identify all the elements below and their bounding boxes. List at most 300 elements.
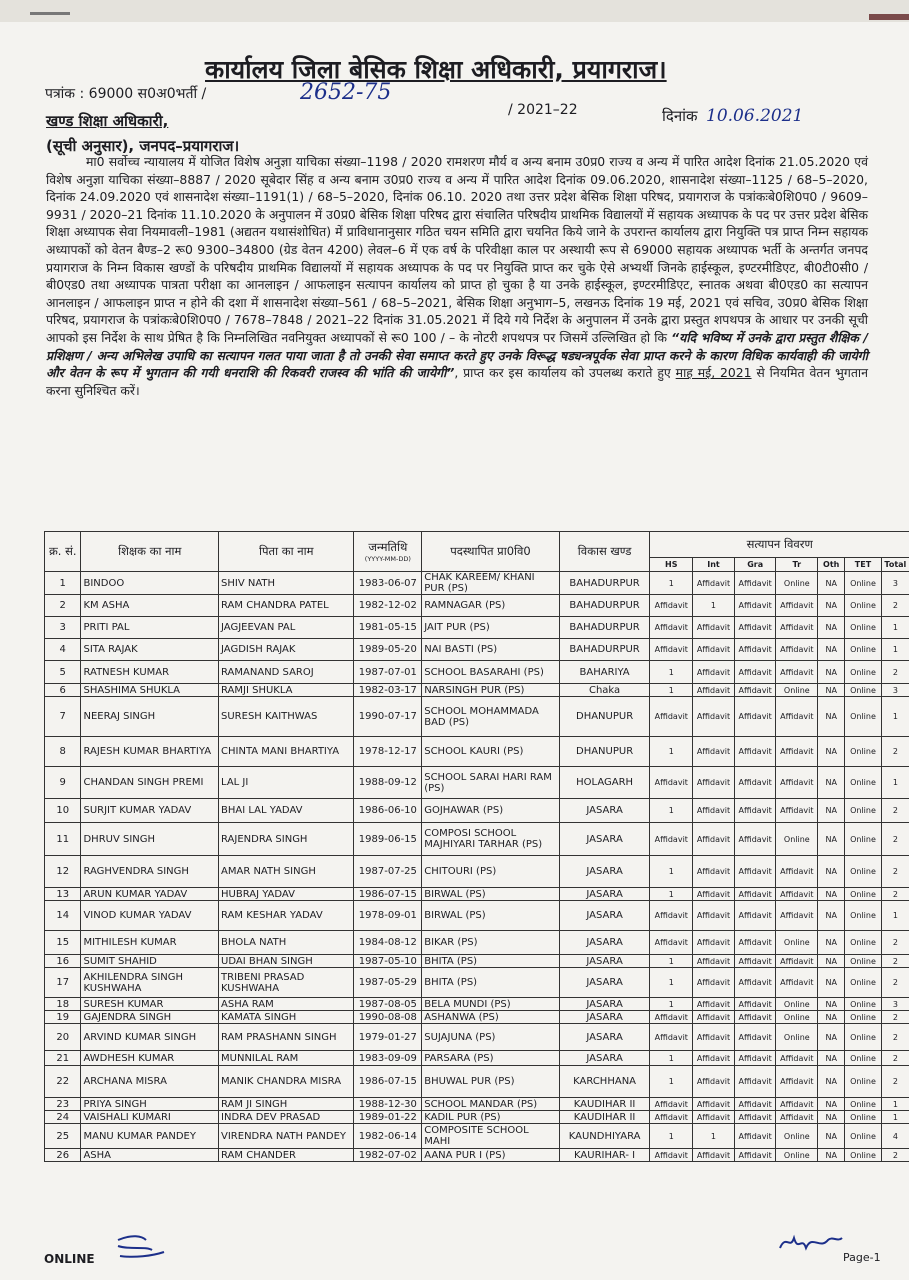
table-row xyxy=(45,572,909,595)
gra-status: Affidavit xyxy=(734,998,776,1011)
school: BELA MUNDI (PS) xyxy=(422,998,560,1011)
total: 1 xyxy=(881,617,909,639)
oth-status: NA xyxy=(818,639,845,661)
total: 2 xyxy=(881,737,909,767)
int-status: Affidavit xyxy=(693,1066,735,1098)
int-status: Affidavit xyxy=(693,697,735,737)
int-status: Affidavit xyxy=(693,888,735,901)
school: RAMNAGAR (PS) xyxy=(422,595,560,617)
total: 2 xyxy=(881,931,909,955)
father-name: SHIV NATH xyxy=(219,572,354,595)
row-number: 24 xyxy=(45,1111,81,1124)
dob: 1987-08-05 xyxy=(354,998,422,1011)
gra-status: Affidavit xyxy=(734,697,776,737)
tr-status: Affidavit xyxy=(776,617,818,639)
body-text-2: , प्राप्त कर इस कार्यालय को उपलब्ध कराते हुए xyxy=(454,365,671,381)
teacher-name: PRITI PAL xyxy=(81,617,219,639)
gra-status: Affidavit xyxy=(734,888,776,901)
school: AANA PUR I (PS) xyxy=(422,1149,560,1162)
hs-status: Affidavit xyxy=(650,639,693,661)
header-verification: सत्यापन विवरण xyxy=(650,532,909,558)
block: BAHADURPUR xyxy=(559,617,650,639)
school: CHAK KAREEM/ KHANI PUR (PS) xyxy=(422,572,560,595)
row-number: 2 xyxy=(45,595,81,617)
tet-status: Online xyxy=(845,595,881,617)
int-status: Affidavit xyxy=(693,1011,735,1024)
handwritten-date: 10.06.2021 xyxy=(706,106,804,126)
row-number: 8 xyxy=(45,737,81,767)
tet-status: Online xyxy=(845,639,881,661)
father-name: RAMANAND SAROJ xyxy=(219,661,354,684)
letter-year: / 2021–22 xyxy=(508,102,578,118)
total: 2 xyxy=(881,1051,909,1066)
gra-status: Affidavit xyxy=(734,1111,776,1124)
block: KARCHHANA xyxy=(559,1066,650,1098)
teacher-name: AWDHESH KUMAR xyxy=(81,1051,219,1066)
block: BAHARIYA xyxy=(559,661,650,684)
table-row xyxy=(45,901,909,931)
hs-status: 1 xyxy=(650,968,693,998)
oth-status: NA xyxy=(818,955,845,968)
int-status: Affidavit xyxy=(693,1149,735,1162)
block: JASARA xyxy=(559,931,650,955)
gra-status: Affidavit xyxy=(734,767,776,799)
oth-status: NA xyxy=(818,823,845,856)
table-row xyxy=(45,823,909,856)
school: CHITOURI (PS) xyxy=(422,856,560,888)
tet-status: Online xyxy=(845,1111,881,1124)
int-status: Affidavit xyxy=(693,617,735,639)
row-number: 16 xyxy=(45,955,81,968)
header-sno: क्र. सं. xyxy=(45,532,81,572)
teacher-name: SHASHIMA SHUKLA xyxy=(81,684,219,697)
table-row xyxy=(45,1098,909,1111)
father-name: AMAR NATH SINGH xyxy=(219,856,354,888)
total: 2 xyxy=(881,661,909,684)
tet-status: Online xyxy=(845,737,881,767)
table-row xyxy=(45,1011,909,1024)
table-row xyxy=(45,888,909,901)
dob: 1979-01-27 xyxy=(354,1024,422,1051)
father-name: LAL JI xyxy=(219,767,354,799)
table-row xyxy=(45,1149,909,1162)
int-status: Affidavit xyxy=(693,1024,735,1051)
gra-status: Affidavit xyxy=(734,1051,776,1066)
tr-status: Affidavit xyxy=(776,856,818,888)
gra-status: Affidavit xyxy=(734,1011,776,1024)
teacher-name: ARUN KUMAR YADAV xyxy=(81,888,219,901)
row-number: 5 xyxy=(45,661,81,684)
gra-status: Affidavit xyxy=(734,1098,776,1111)
int-status: Affidavit xyxy=(693,1051,735,1066)
teacher-name: ARCHANA MISRA xyxy=(81,1066,219,1098)
hs-status: Affidavit xyxy=(650,823,693,856)
tet-status: Online xyxy=(845,1098,881,1111)
father-name: RAM CHANDER xyxy=(219,1149,354,1162)
total: 4 xyxy=(881,1124,909,1149)
block: KAUNDHIYARA xyxy=(559,1124,650,1149)
father-name: JAGJEEVAN PAL xyxy=(219,617,354,639)
school: NAI BASTI (PS) xyxy=(422,639,560,661)
row-number: 25 xyxy=(45,1124,81,1149)
hs-status: Affidavit xyxy=(650,697,693,737)
teacher-name: VAISHALI KUMARI xyxy=(81,1111,219,1124)
table-row xyxy=(45,767,909,799)
header-hs: HS xyxy=(650,558,693,572)
school: SUJAJUNA (PS) xyxy=(422,1024,560,1051)
teacher-name: SURJIT KUMAR YADAV xyxy=(81,799,219,823)
table-row xyxy=(45,1024,909,1051)
oth-status: NA xyxy=(818,1149,845,1162)
header-tet: TET xyxy=(845,558,881,572)
row-number: 10 xyxy=(45,799,81,823)
dob: 1989-05-20 xyxy=(354,639,422,661)
total: 2 xyxy=(881,955,909,968)
hs-status: 1 xyxy=(650,737,693,767)
gra-status: Affidavit xyxy=(734,968,776,998)
row-number: 7 xyxy=(45,697,81,737)
dinank-label: दिनांक xyxy=(662,107,698,125)
father-name: RAM PRASHANN SINGH xyxy=(219,1024,354,1051)
gra-status: Affidavit xyxy=(734,684,776,697)
addressee-line1: खण्ड शिक्षा अधिकारी, xyxy=(46,112,169,130)
gra-status: Affidavit xyxy=(734,639,776,661)
gra-status: Affidavit xyxy=(734,572,776,595)
tr-status: Affidavit xyxy=(776,799,818,823)
father-name: KAMATA SINGH xyxy=(219,1011,354,1024)
gra-status: Affidavit xyxy=(734,661,776,684)
father-name: INDRA DEV PRASAD xyxy=(219,1111,354,1124)
father-name: JAGDISH RAJAK xyxy=(219,639,354,661)
header-dob-label: जन्मतिथि xyxy=(368,540,408,554)
header-oth: Oth xyxy=(818,558,845,572)
total: 3 xyxy=(881,684,909,697)
oth-status: NA xyxy=(818,684,845,697)
tr-status: Affidavit xyxy=(776,697,818,737)
tet-status: Online xyxy=(845,823,881,856)
dob: 1983-06-07 xyxy=(354,572,422,595)
teacher-name: SUMIT SHAHID xyxy=(81,955,219,968)
father-name: SURESH KAITHWAS xyxy=(219,697,354,737)
row-number: 18 xyxy=(45,998,81,1011)
block: JASARA xyxy=(559,799,650,823)
addressee-line2: (सूची अनुसार), जनपद–प्रयागराज। xyxy=(46,137,240,155)
dob: 1982-12-02 xyxy=(354,595,422,617)
body-quote: “यदि भविष्य में उनके द्वारा प्रस्तुत शैक्षिक / प्रशिक्षण / अन्य अभिलेख उपाधि का सत्यापन गलत पाया जाता है तो उनकी सेवा समाप्त करते हुए उनके विरूद्ध षड्यन्त्रपूर्वक सेवा प्राप्त करने के कारण विधिक कार्यवाही की जायेगी और वेतन के रूप में भुगतान की गयी धनराशि की रिकवरी राजस्व की भांति की जायेगी” xyxy=(46,329,868,381)
hs-status: 1 xyxy=(650,684,693,697)
teacher-name: RAGHVENDRA SINGH xyxy=(81,856,219,888)
oth-status: NA xyxy=(818,697,845,737)
int-status: Affidavit xyxy=(693,955,735,968)
total: 1 xyxy=(881,901,909,931)
int-status: Affidavit xyxy=(693,1111,735,1124)
dob: 1982-07-02 xyxy=(354,1149,422,1162)
hs-status: Affidavit xyxy=(650,1011,693,1024)
total: 2 xyxy=(881,856,909,888)
block: JASARA xyxy=(559,1024,650,1051)
block: HOLAGARH xyxy=(559,767,650,799)
header-int: Int xyxy=(693,558,735,572)
tet-status: Online xyxy=(845,955,881,968)
table-row xyxy=(45,1066,909,1098)
oth-status: NA xyxy=(818,931,845,955)
tr-status: Online xyxy=(776,684,818,697)
tet-status: Online xyxy=(845,901,881,931)
hs-status: Affidavit xyxy=(650,931,693,955)
header-dob xyxy=(354,532,422,572)
school: BIRWAL (PS) xyxy=(422,888,560,901)
school: ASHANWA (PS) xyxy=(422,1011,560,1024)
int-status: Affidavit xyxy=(693,856,735,888)
teacher-name: RAJESH KUMAR BHARTIYA xyxy=(81,737,219,767)
teacher-name: SURESH KUMAR xyxy=(81,998,219,1011)
table-row xyxy=(45,684,909,697)
int-status: Affidavit xyxy=(693,799,735,823)
hs-status: Affidavit xyxy=(650,617,693,639)
header-gra: Gra xyxy=(734,558,776,572)
dob: 1987-07-25 xyxy=(354,856,422,888)
dob: 1986-06-10 xyxy=(354,799,422,823)
hs-status: 1 xyxy=(650,1124,693,1149)
tr-status: Affidavit xyxy=(776,888,818,901)
teacher-name: ARVIND KUMAR SINGH xyxy=(81,1024,219,1051)
gra-status: Affidavit xyxy=(734,595,776,617)
int-status: Affidavit xyxy=(693,639,735,661)
tet-status: Online xyxy=(845,888,881,901)
hs-status: Affidavit xyxy=(650,1149,693,1162)
dob: 1981-05-15 xyxy=(354,617,422,639)
total: 3 xyxy=(881,998,909,1011)
row-number: 1 xyxy=(45,572,81,595)
oth-status: NA xyxy=(818,737,845,767)
total: 1 xyxy=(881,767,909,799)
signature-initials xyxy=(776,1228,846,1258)
father-name: RAJENDRA SINGH xyxy=(219,823,354,856)
handwritten-letter-number: 2652-75 xyxy=(300,80,392,105)
table-row xyxy=(45,931,909,955)
row-number: 9 xyxy=(45,767,81,799)
dob: 1978-12-17 xyxy=(354,737,422,767)
total: 3 xyxy=(881,572,909,595)
header-father: पिता का नाम xyxy=(219,532,354,572)
table-row xyxy=(45,856,909,888)
tet-status: Online xyxy=(845,799,881,823)
hs-status: 1 xyxy=(650,1051,693,1066)
table-row xyxy=(45,1111,909,1124)
father-name: BHOLA NATH xyxy=(219,931,354,955)
int-status: Affidavit xyxy=(693,767,735,799)
row-number: 20 xyxy=(45,1024,81,1051)
tr-status: Online xyxy=(776,1024,818,1051)
tr-status: Affidavit xyxy=(776,767,818,799)
block: JASARA xyxy=(559,998,650,1011)
total: 2 xyxy=(881,1024,909,1051)
tr-status: Affidavit xyxy=(776,595,818,617)
total: 1 xyxy=(881,697,909,737)
block: BAHADURPUR xyxy=(559,572,650,595)
oth-status: NA xyxy=(818,617,845,639)
oth-status: NA xyxy=(818,1024,845,1051)
block: DHANUPUR xyxy=(559,737,650,767)
teacher-name: CHANDAN SINGH PREMI xyxy=(81,767,219,799)
row-number: 26 xyxy=(45,1149,81,1162)
header-dob-format: (YYYY-MM-DD) xyxy=(364,555,411,563)
total: 2 xyxy=(881,968,909,998)
block: KAUDIHAR II xyxy=(559,1098,650,1111)
teacher-name: BINDOO xyxy=(81,572,219,595)
tr-status: Affidavit xyxy=(776,1051,818,1066)
int-status: Affidavit xyxy=(693,684,735,697)
gra-status: Affidavit xyxy=(734,1149,776,1162)
table-row xyxy=(45,617,909,639)
total: 2 xyxy=(881,1149,909,1162)
int-status: Affidavit xyxy=(693,1098,735,1111)
dob: 1987-05-29 xyxy=(354,968,422,998)
dob: 1990-08-08 xyxy=(354,1011,422,1024)
row-number: 14 xyxy=(45,901,81,931)
school: SCHOOL KAURI (PS) xyxy=(422,737,560,767)
footer-page: Page-1 xyxy=(843,1251,881,1264)
hs-status: Affidavit xyxy=(650,1098,693,1111)
tet-status: Online xyxy=(845,1149,881,1162)
teacher-table xyxy=(44,531,909,1162)
int-status: Affidavit xyxy=(693,901,735,931)
hs-status: 1 xyxy=(650,799,693,823)
scan-mark-right xyxy=(869,14,909,20)
int-status: Affidavit xyxy=(693,823,735,856)
total: 2 xyxy=(881,1066,909,1098)
hs-status: 1 xyxy=(650,572,693,595)
tr-status: Online xyxy=(776,931,818,955)
dob: 1989-01-22 xyxy=(354,1111,422,1124)
hs-status: Affidavit xyxy=(650,1111,693,1124)
hs-status: 1 xyxy=(650,955,693,968)
total: 1 xyxy=(881,1098,909,1111)
father-name: ASHA RAM xyxy=(219,998,354,1011)
dob: 1986-07-15 xyxy=(354,1066,422,1098)
father-name: HUBRAJ YADAV xyxy=(219,888,354,901)
gra-status: Affidavit xyxy=(734,1066,776,1098)
scan-mark xyxy=(30,12,70,15)
dob: 1978-09-01 xyxy=(354,901,422,931)
father-name: TRIBENI PRASAD KUSHWAHA xyxy=(219,968,354,998)
dob: 1982-03-17 xyxy=(354,684,422,697)
block: DHANUPUR xyxy=(559,697,650,737)
dob: 1986-07-15 xyxy=(354,888,422,901)
teacher-name: NEERAJ SINGH xyxy=(81,697,219,737)
gra-status: Affidavit xyxy=(734,617,776,639)
tr-status: Online xyxy=(776,1124,818,1149)
row-number: 13 xyxy=(45,888,81,901)
father-name: RAM KESHAR YADAV xyxy=(219,901,354,931)
gra-status: Affidavit xyxy=(734,737,776,767)
oth-status: NA xyxy=(818,1051,845,1066)
tet-status: Online xyxy=(845,1011,881,1024)
teacher-name: DHRUV SINGH xyxy=(81,823,219,856)
school: BIKAR (PS) xyxy=(422,931,560,955)
teacher-name: GAJENDRA SINGH xyxy=(81,1011,219,1024)
school: GOJHAWAR (PS) xyxy=(422,799,560,823)
tr-status: Affidavit xyxy=(776,1066,818,1098)
hs-status: 1 xyxy=(650,888,693,901)
dob: 1988-09-12 xyxy=(354,767,422,799)
row-number: 6 xyxy=(45,684,81,697)
dob: 1982-06-14 xyxy=(354,1124,422,1149)
dob: 1987-05-10 xyxy=(354,955,422,968)
tr-status: Online xyxy=(776,1011,818,1024)
tr-status: Affidavit xyxy=(776,955,818,968)
row-number: 19 xyxy=(45,1011,81,1024)
tet-status: Online xyxy=(845,697,881,737)
oth-status: NA xyxy=(818,888,845,901)
school: JAIT PUR (PS) xyxy=(422,617,560,639)
scan-top-edge xyxy=(0,0,909,22)
teacher-name: ASHA xyxy=(81,1149,219,1162)
block: JASARA xyxy=(559,1011,650,1024)
tr-status: Affidavit xyxy=(776,901,818,931)
tet-status: Online xyxy=(845,684,881,697)
school: SCHOOL MOHAMMADA BAD (PS) xyxy=(422,697,560,737)
tet-status: Online xyxy=(845,1051,881,1066)
dob: 1990-07-17 xyxy=(354,697,422,737)
header-school: पदस्थापित प्रा0वि0 xyxy=(422,532,560,572)
father-name: RAMJI SHUKLA xyxy=(219,684,354,697)
patrank: पत्रांक : 69000 स0अ0भर्ती / xyxy=(45,86,207,102)
dob: 1983-09-09 xyxy=(354,1051,422,1066)
dob: 1987-07-01 xyxy=(354,661,422,684)
tet-status: Online xyxy=(845,767,881,799)
tet-status: Online xyxy=(845,661,881,684)
father-name: CHINTA MANI BHARTIYA xyxy=(219,737,354,767)
hs-status: 1 xyxy=(650,856,693,888)
tr-status: Affidavit xyxy=(776,968,818,998)
gra-status: Affidavit xyxy=(734,901,776,931)
hs-status: 1 xyxy=(650,1066,693,1098)
hs-status: 1 xyxy=(650,998,693,1011)
block: JASARA xyxy=(559,888,650,901)
tr-status: Online xyxy=(776,823,818,856)
int-status: 1 xyxy=(693,1124,735,1149)
father-name: RAM JI SINGH xyxy=(219,1098,354,1111)
hs-status: Affidavit xyxy=(650,1024,693,1051)
block: JASARA xyxy=(559,968,650,998)
block: Chaka xyxy=(559,684,650,697)
letter-body xyxy=(46,153,868,399)
table-row xyxy=(45,968,909,998)
block: BAHADURPUR xyxy=(559,595,650,617)
office-title: कार्यालय जिला बेसिक शिक्षा अधिकारी, प्रयागराज। xyxy=(205,55,667,84)
row-number: 4 xyxy=(45,639,81,661)
block: JASARA xyxy=(559,856,650,888)
total: 2 xyxy=(881,888,909,901)
tr-status: Online xyxy=(776,572,818,595)
block: JASARA xyxy=(559,823,650,856)
int-status: Affidavit xyxy=(693,931,735,955)
tr-status: Online xyxy=(776,998,818,1011)
tet-status: Online xyxy=(845,617,881,639)
tr-status: Affidavit xyxy=(776,737,818,767)
block: KAURIHAR- I xyxy=(559,1149,650,1162)
school: COMPOSI SCHOOL MAJHIYARI TARHAR (PS) xyxy=(422,823,560,856)
father-name: VIRENDRA NATH PANDEY xyxy=(219,1124,354,1149)
dob: 1989-06-15 xyxy=(354,823,422,856)
int-status: Affidavit xyxy=(693,737,735,767)
int-status: 1 xyxy=(693,595,735,617)
father-name: MUNNILAL RAM xyxy=(219,1051,354,1066)
gra-status: Affidavit xyxy=(734,823,776,856)
tr-status: Online xyxy=(776,1149,818,1162)
body-month: माह मई, 2021 xyxy=(675,365,752,381)
